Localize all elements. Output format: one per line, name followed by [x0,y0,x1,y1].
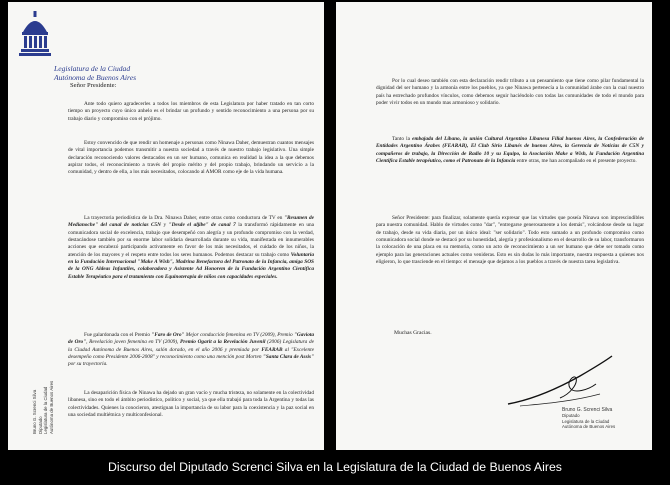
paragraph-3 [68,215,314,281]
handwritten-signature-icon [500,354,620,409]
closing-text: Muchas Gracias. [394,330,432,336]
paragraph-4 [68,332,314,369]
signature-title: Diputado [562,413,580,419]
side-signature-title: Diputado [37,416,43,434]
document-page-left [8,2,324,450]
signature-name: Bruno G. Screnci Silva [562,407,613,413]
document-page-right [336,2,652,450]
p3-text-1: La trayectoria periodística de la Dra. Ninawa Daher, entre otras como conductora de TV en [84,215,285,221]
institution-line-2: Autónoma de Buenos Aires [54,73,137,82]
rp2-text-1: Tanto la [392,136,413,142]
p4-text-2: Mejor conducción femenina en TV (2009), Premio [184,332,294,338]
rp2-bold-1: embajada del Líbano, la unión Cultural Argentino Libanesa Filial buenos Aires, la Confederación de Entidades Argentino Árabes (FEARAB), El Club Sirio Libanés de buenos Aires, la Gerencia de Noticias de C5N y compañeros de trabajo, la Dirección de Radio 10 y su Equipo, la Asociación Make a Wish, la Fundación Argentina Científica Estable terapéutico, como el Patronato de la Infancia [376,136,644,165]
p4-bold-5: "Santa Clara de Assis" [262,354,314,361]
institution-name [54,64,164,82]
p4-text-1: Fue galardonada con el Premio [84,332,152,338]
p3-bold-1: "Resumen de Medianoche" del canal de noticias C5N [68,215,314,229]
paragraph-5: La desaparición física de Ninawa ha dejado un gran vacío y mucha tristeza, no solamente en la colectividad libanesa, sino en todo el ámbito periodístico, político y social, ya que ella trabajó para toda la Argentina y todas las colectividades. Quienes la conocieron, atestiguan la importancia de su labor para la coexistencia y la paz social en una sociedad multiétnica y multiconfesional. [68,390,314,419]
salutation: Señor Presidente: [70,82,117,89]
p4-text-5: al "Excelente desempeño como Presidente 2006-2008" y reconocimiento como una mención post Morten [68,346,314,361]
right-paragraph-3: Señor Presidente: para finalizar, solamente quería expresar que las virtudes que poseía Ninawa son imprescindibles para nuestra comunidad. Hablo de virtudes como "dar", "entregarse generosamente a los demás", volcándose desde su lugar de trabajo, desde su vida diaria, por un único ideal: "ser solidario". Todo esto sumado a un profundo compromiso como comunicadora social donde se destacó por su honestidad, alegría y profesionalismo en el desarrollo de su labor, transformaron la colocación de una placa en su memoria, como un acto de reconocimiento a un ser humano que debe ser tomado como ejemplo para las generaciones actuales como venideras. Esto es sin dudas lo más importante, nuestra respuesta a quienes nos eligieron, lo que trasciende en el tiempo: el mensaje que dejamos a los pueblos a través de nuestra tarea legislativa. [376,215,644,266]
side-signature-stamp [32,314,72,434]
p4-bold-1: "Faro de Oro" [151,332,185,338]
p4-text-4: (2006) Legislatura de la Ciudad Autónoma de Buenos Aires, salón dorado, en el año 2006 y premiada por [68,339,314,353]
p3-bold-2: "Desde el aljibe" de canal 7 [168,222,236,229]
side-signature-line-4: Autónoma de Buenos Aires [48,380,54,434]
paragraph-1: Ante todo quiero agradecerles a todos los miembros de esta Legislatura por haber tratado en tan corto tiempo un proyecto cuyo único anhelo es el brindar un profundo y sentido reconocimiento a una persona por su trabajo diario y compromiso con el prójimo. [68,101,314,122]
signature-line-3: Legislatura de la Ciudad [562,418,610,424]
p3-text-2: y [161,222,169,229]
paragraph-2: Estoy convencido de que rendir un homenaje a personas como Ninawa Daher, demuestran cuantos mensajes de vital importancia podemos transmitir a nuestra sociedad a través de nuestro trabajo legislativo. Una simple declaración reconociendo valores destacados en un ser humano, comunica en realidad la idea a la que debemos aspirar todos, el reconocimiento a través del propio mérito y del propio trabajo, brindando un servicio a la comunidad, y dentro de ella, a los más necesitados, colocando al AMOR como eje de la vida humana. [68,140,314,176]
p4-text-3: , Revelación joven femenina en TV (2009), [86,339,181,346]
legislature-logo-icon [18,10,52,60]
rp2-text-2: entre otras, me han acompañado en el presente proyecto. [515,158,637,165]
image-caption: Discurso del Diputado Screnci Silva en la Legislatura de la Ciudad de Buenos Aires [108,460,562,474]
p4-bold-2: "Gaviota de Oro" [68,332,314,346]
p3-text-3: la transformó rápidamente en una comunicadora social de excelencia, trabajo que desempeñó con alegría y un profundo compromiso con la verdad, destacándose también por su enorme labor solidaria desarrollada durante su vida, manifestada en innumerables acciones que encabezó participando activamente en favor de los más necesitados, el cuidado de los niños, la atención de los mayores y el respeto entre todos los seres humanos. Podemos destacar su trabajo como [68,222,315,258]
p4-bold-3: Premio Ogarit a la Revelación Juvenil [180,339,266,346]
p4-text-6: por su trayectoria. [68,361,108,368]
signature-block [562,408,642,430]
right-paragraph-2 [376,136,644,165]
signature-line-4: Autónoma de Buenos Aires [562,424,616,430]
p3-bold-3: Voluntaria en la Fundación Internacional "Make A Wish", Madrina Benefactora del Patronato de la Infancia, amiga SOS de la ONG Aldeas Infantiles, colaboradora y Asistente Ad Honorem de la Fundación Argentino Científica Estable Terapéutico para el tratamiento con Equinoterapia de niños con capacidades especiales. [68,251,314,280]
institution-line-1: Legislatura de la Ciudad [54,64,131,73]
side-signature-name: Bruno G. Screnci Silva [32,389,37,434]
p4-bold-4: FEARAB [261,346,283,353]
right-paragraph-1: Por lo cual deseo también con esta declaración rendir tributo a un pensamiento que tiene como pilar fundamental la dignidad del ser humano y la armonía entre los pueblos, ya que Ninawa pertenecía a la comunidad árabe con la cual nuestro país ha estrechado profundos vínculos, como debemos seguir haciéndolo con todas las comunidades de todo el mundo para poder vivir todos en un mundo mas armonioso y solidario. [376,78,644,107]
side-signature-line-3: Legislatura de la Ciudad [43,386,49,434]
